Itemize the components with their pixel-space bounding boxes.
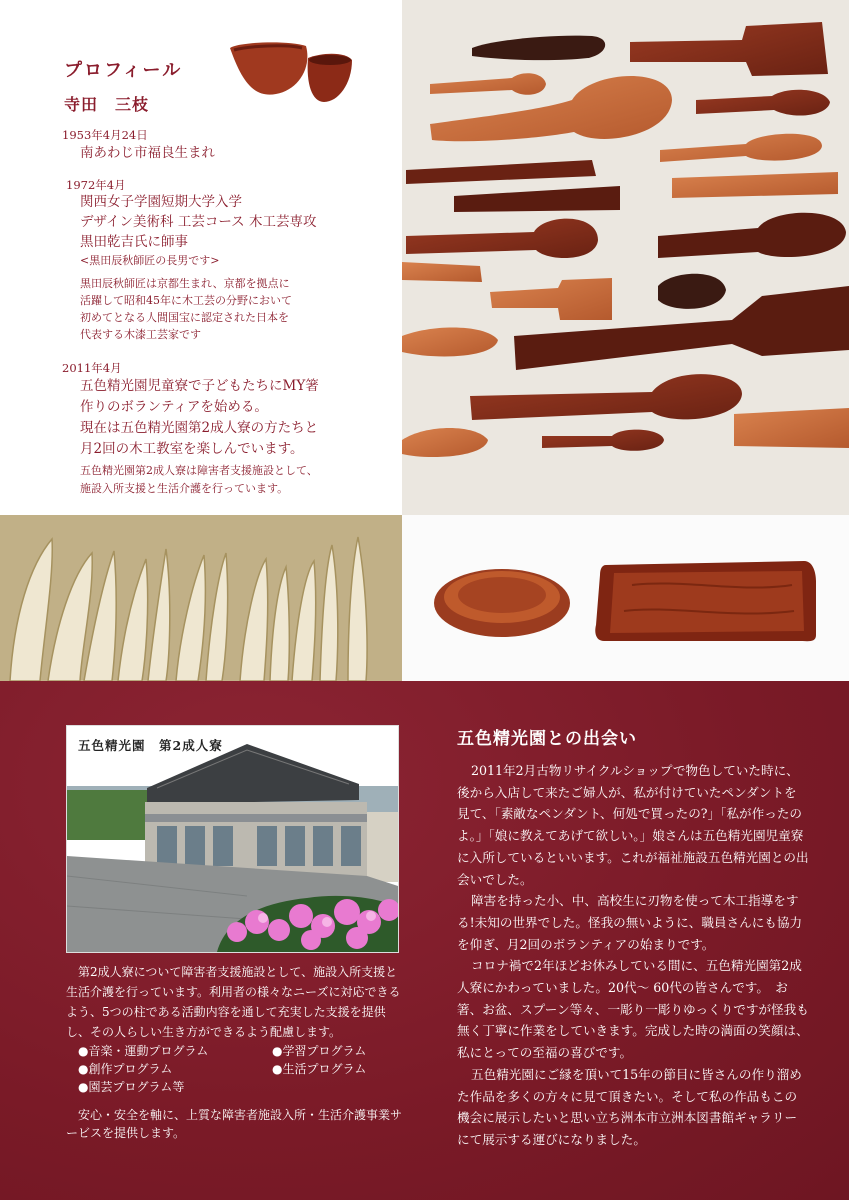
profile-panel [0, 0, 402, 515]
spoons-illustration [402, 0, 849, 515]
wooden-bowls-image [228, 38, 353, 106]
profile-title: プロフィール [64, 60, 183, 81]
profile-line: 関西女子学園短期大学入学 [80, 194, 242, 210]
facility-description [66, 962, 402, 1042]
story-paragraph: 五色精光園にご縁を頂いて15年の節目に皆さんの作り溜めた作品を多くの方々に見て頂きたい。そして私の作品もこの機会に展示したいと思い立ち洲本市立洲本図書館ギャラリーにて展示する運びになりました。 [457, 1066, 802, 1147]
profile-note: 初めてとなる人間国宝に認定された日本を [80, 311, 289, 324]
profile-line: <黒田辰秋師匠の長男です> [80, 254, 220, 267]
profile-name: 寺田 三枝 [64, 95, 150, 114]
profile-line: 五色精光園児童寮で子どもたちにMY箸 [80, 378, 319, 394]
facility-closing-text: 安心・安全を軸に、上質な障害者施設入所・生活介護事業サービスを提供します。 [66, 1108, 403, 1140]
profile-note: 黒田辰秋師匠は京都生まれ、京都を拠点に [80, 277, 290, 290]
profile-note: 活躍して昭和45年に木工芸の分野において [80, 294, 292, 307]
program-item: ●創作プログラム [78, 1062, 173, 1076]
profile-line: 現在は五色精光園第2成人寮の方たちと [80, 420, 319, 436]
program-item: ●学習プログラム [272, 1044, 367, 1058]
carving-tools-illustration [0, 515, 402, 681]
story-paragraph: 障害を持った小、中、高校生に刃物を使って木工指導をする!未知の世界でした。怪我の無いように、職員さんにも協力を仰ぎ、月2回のボランティアの始まりです。 [457, 893, 803, 952]
profile-date: 1972年4月 [66, 178, 126, 192]
program-item: ●音楽・運動プログラム [78, 1044, 209, 1058]
facility-closing [66, 1106, 402, 1142]
story-body [457, 760, 809, 1151]
profile-note: 五色精光園第2成人寮は障害者支援施設として、 [80, 464, 318, 477]
profile-date: 2011年4月 [62, 361, 122, 375]
facility-caption: 五色精光園 第2成人寮 [78, 738, 223, 753]
bowl-and-tray-photo [402, 515, 849, 681]
bowl-and-tray-illustration [402, 515, 849, 681]
profile-line: 黒田乾吉氏に師事 [80, 234, 188, 250]
profile-note: 施設入所支援と生活介護を行っています。 [80, 482, 289, 495]
profile-line: 南あわじ市福良生まれ [80, 145, 215, 161]
wooden-spoons-photo [402, 0, 849, 515]
profile-line: 月2回の木工教室を楽しんでいます。 [80, 441, 304, 457]
story-heading: 五色精光園との出会い [457, 729, 637, 749]
story-paragraph: 2011年2月古物リサイクルショップで物色していた時に、後から入店して来たご婦人が、私が付けていたペンダントを見て、「素敵なペンダント、何処で買ったの?」「私が作ったのよ。」「娘に教えてあげて欲しい。」娘さんは五色精光園児童寮に入所しているといいます。これが福祉施設五色精光園との出会いでした。 [457, 763, 809, 887]
carving-tools-photo [0, 515, 402, 681]
profile-line: デザイン美術科 工芸コース 木工芸専攻 [80, 214, 317, 230]
program-item: ●生活プログラム [272, 1062, 367, 1076]
facility-description-text: 第2成人寮について障害者支援施設として、施設入所支援と生活介護を行っています。利用者の様々なニーズに対応できるよう、5つの柱である活動内容を通して充実した支援を提供し、その人らしい生き方ができるよう配慮します。 [66, 965, 401, 1039]
facility-building-illustration [67, 726, 398, 952]
profile-line: 作りのボランティアを始める。 [80, 399, 268, 415]
program-item: ●園芸プログラム等 [78, 1080, 185, 1094]
profile-note: 代表する木漆工芸家です [80, 328, 201, 341]
facility-photo [66, 725, 399, 953]
story-paragraph: コロナ禍で2年ほどお休みしている間に、五色精光園第2成人寮にかわっていました。20代〜 60代の皆さんです。 お箸、お盆、スプーン等々、一彫り一彫りゆっくりですが怪我も無く丁寧に作業をしていきます。完成した時の満面の笑顔は、私にとっての至福の喜びです。 [457, 958, 809, 1061]
profile-date: 1953年4月24日 [62, 128, 148, 142]
